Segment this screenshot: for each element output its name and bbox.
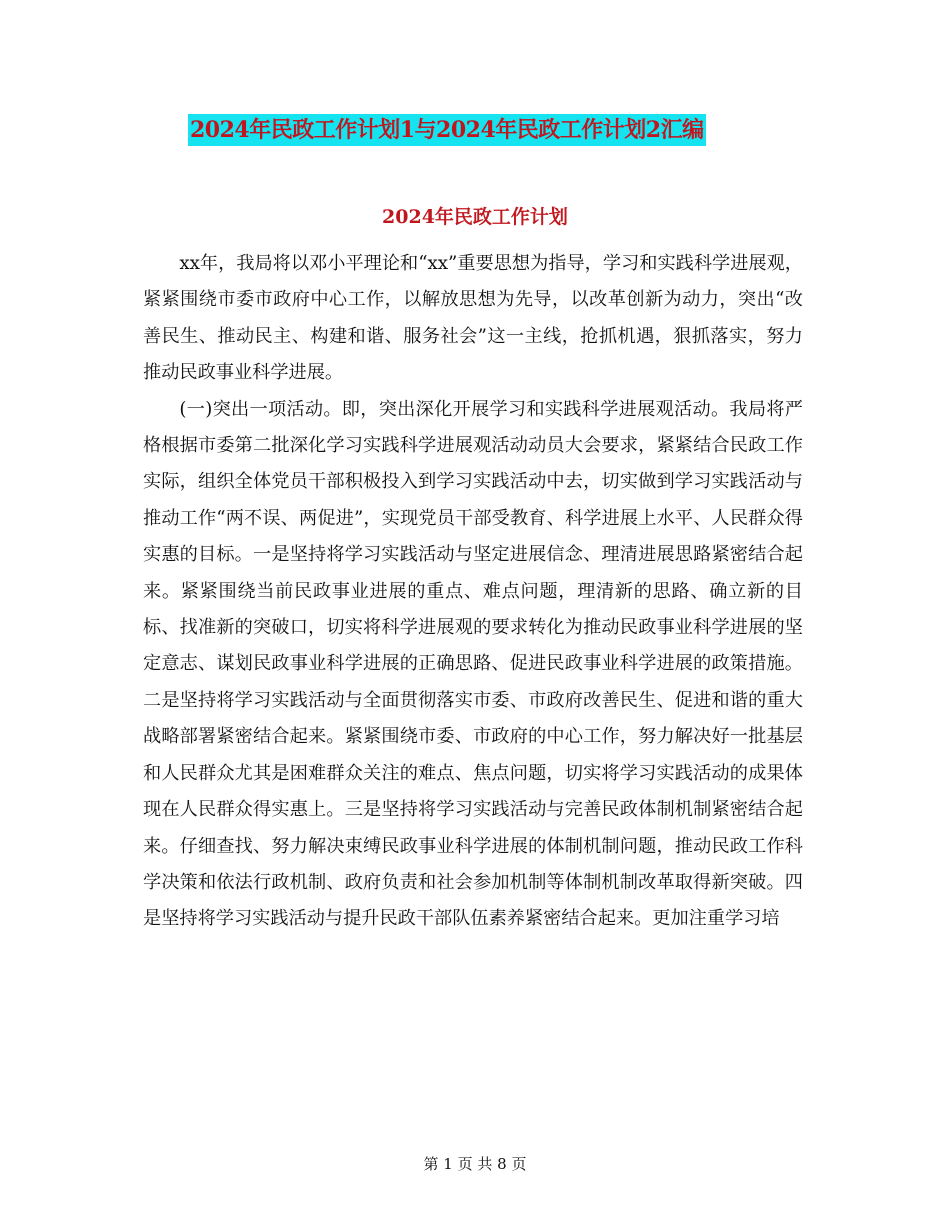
paragraph-activity: (一)突出一项活动。即，突出深化开展学习和实践科学进展观活动。我局将严格根据市委第二批深化学习实践科学进展观活动动员大会要求，紧紧结合民政工作实际，组织全体党员干部积极投入到学习实践活动中去，切实做到学习实践活动与推动工作“两不误、两促进”，实现党员干部受教育、科学进展上水平、人民群众得实惠的目标。一是坚持将学习实践活动与坚定进展信念、理清进展思路紧密结合起来。紧紧围绕当前民政事业进展的重点、难点问题，理清新的思路、确立新的目标、找准新的突破口，切实将科学进展观的要求转化为推动民政事业科学进展的坚定意志、谋划民政事业科学进展的正确思路、促进民政事业科学进展的政策措施。二是坚持将学习实践活动与全面贯彻落实市委、市政府改善民生、促进和谐的重大战略部署紧密结合起来。紧紧围绕市委、市政府的中心工作，努力解决好一批基层和人民群众尤其是困难群众关注的难点、焦点问题，切实将学习实践活动的成果体现在人民群众得实惠上。三是坚持将学习实践活动与完善民政体制机制紧密结合起来。仔细查找、努力解决束缚民政事业科学进展的体制机制问题，推动民政工作科学决策和依法行政机制、政府负责和社会参加机制等体制机制改革取得新突破。四是坚持将学习实践活动与提升民政干部队伍素养紧密结合起来。更加注重学习培 <box>143 398 803 930</box>
page-number-footer: 第 1 页 共 8 页 <box>423 1155 527 1173</box>
document-main-title: 2024年民政工作计划1与2024年民政工作计划2汇编 <box>188 114 706 146</box>
paragraph-intro: xx年，我局将以邓小平理论和“xx”重要思想为指导，学习和实践科学进展观，紧紧围绕市委市政府中心工作，以解放思想为先导，以改革创新为动力，突出“改善民生、推动民主、构建和谐、服务社会”这一主线，抢抓机遇，狠抓落实，努力推动民政事业科学进展。 <box>143 253 803 384</box>
document-body <box>143 246 803 938</box>
section-title: 2024年民政工作计划 <box>382 206 568 228</box>
